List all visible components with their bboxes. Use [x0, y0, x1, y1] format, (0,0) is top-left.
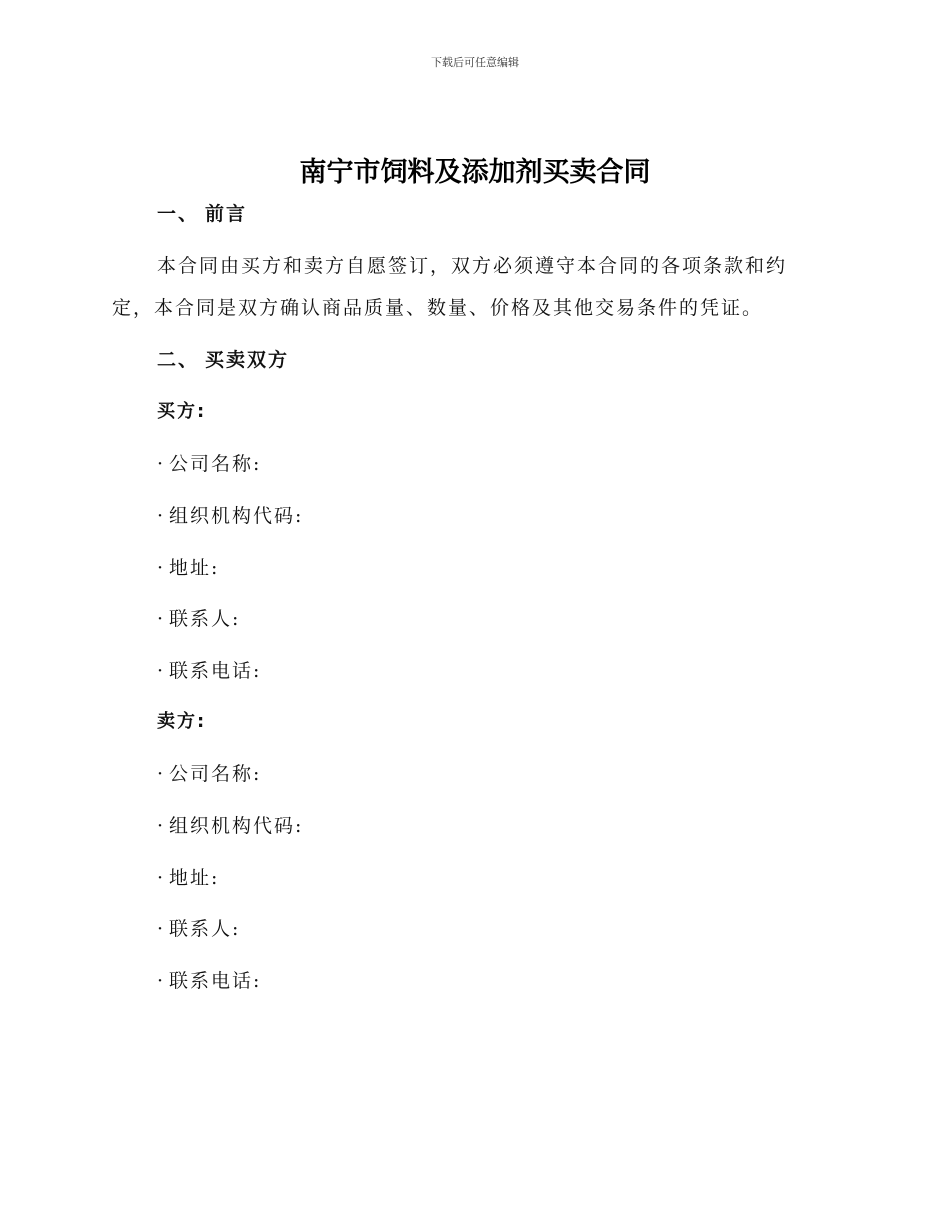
bullet: · [157, 505, 166, 527]
section-title: 买卖双方 [205, 349, 290, 371]
preface-line-1: 本合同由买方和卖方自愿签订，双方必须遵守本合同的各项条款和约 [157, 255, 788, 277]
section-number: 二、 [157, 349, 200, 371]
buyer-field-contact [157, 604, 240, 631]
field-label: 联系人: [169, 608, 241, 630]
field-label: 公司名称: [169, 763, 262, 785]
field-label: 联系电话: [169, 970, 262, 992]
buyer-field-org-code [157, 501, 303, 528]
bullet: · [157, 970, 166, 992]
buyer-heading: 买方: [157, 401, 207, 422]
bullet: · [157, 453, 166, 475]
field-label: 公司名称: [169, 453, 262, 475]
seller-field-address [157, 863, 219, 890]
preface-line-2: 定，本合同是双方确认商品质量、数量、价格及其他交易条件的凭证。 [112, 297, 764, 319]
bullet: · [157, 660, 166, 682]
buyer-field-company-name [157, 449, 261, 476]
bullet: · [157, 918, 166, 940]
field-label: 组织机构代码: [169, 505, 304, 527]
bullet: · [157, 763, 166, 785]
seller-field-phone [157, 966, 261, 993]
section-number: 一、 [157, 203, 200, 225]
field-label: 联系人: [169, 918, 241, 940]
bullet: · [157, 867, 166, 889]
seller-field-company-name [157, 759, 261, 786]
header-note: 下载后可任意编辑 [431, 56, 519, 69]
buyer-field-address [157, 553, 219, 580]
section-heading-preface [157, 199, 247, 226]
seller-field-contact [157, 914, 240, 941]
bullet: · [157, 815, 166, 837]
seller-field-org-code [157, 811, 303, 838]
section-heading-parties [157, 345, 289, 372]
section-title: 前言 [205, 203, 248, 225]
field-label: 组织机构代码: [169, 815, 304, 837]
field-label: 联系电话: [169, 660, 262, 682]
bullet: · [157, 557, 166, 579]
field-label: 地址: [169, 557, 220, 579]
document-title: 南宁市饲料及添加剂买卖合同 [299, 157, 651, 188]
seller-heading: 卖方: [157, 711, 207, 732]
field-label: 地址: [169, 867, 220, 889]
buyer-field-phone [157, 656, 261, 683]
bullet: · [157, 608, 166, 630]
